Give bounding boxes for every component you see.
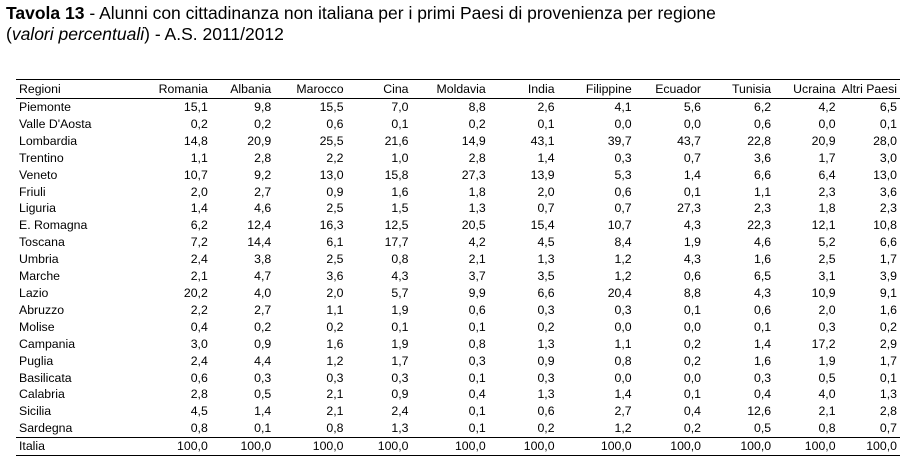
- value-cell: 10,7: [183, 167, 208, 182]
- value-cell: 1,9: [818, 353, 836, 368]
- value-cell: 27,3: [677, 201, 702, 216]
- column-header: Ecuador: [655, 81, 702, 96]
- region-cell: Basilicata: [19, 370, 72, 385]
- region-cell: Sardegna: [19, 421, 73, 436]
- value-cell: 0,3: [614, 302, 632, 317]
- value-cell: 6,6: [879, 235, 897, 250]
- value-cell: 1,4: [683, 167, 702, 182]
- value-cell: 2,0: [326, 285, 344, 300]
- value-cell: 43,1: [530, 133, 555, 148]
- column-header: Filippine: [585, 81, 632, 96]
- subtitle-italic: valori percentuali: [11, 24, 145, 44]
- region-cell: Italia: [19, 439, 45, 454]
- value-cell: 0,7: [614, 201, 632, 216]
- value-cell: 0,6: [683, 269, 702, 284]
- value-cell: 100,0: [177, 439, 208, 454]
- value-cell: 0,6: [754, 116, 772, 131]
- value-cell: 0,3: [391, 370, 409, 385]
- region-cell: Molise: [19, 319, 55, 334]
- value-cell: 12,6: [747, 404, 772, 419]
- value-cell: 0,0: [683, 370, 702, 385]
- value-cell: 100,0: [804, 439, 836, 454]
- value-cell: 20,9: [811, 133, 836, 148]
- value-cell: 9,2: [254, 167, 272, 182]
- value-cell: 0,5: [818, 370, 836, 385]
- value-cell: 1,3: [468, 201, 486, 216]
- value-cell: 2,0: [190, 184, 208, 199]
- value-cell: 1,6: [754, 252, 772, 267]
- value-cell: 1,9: [391, 302, 409, 317]
- value-cell: 0,5: [754, 421, 772, 436]
- value-cell: 4,5: [190, 404, 208, 419]
- value-cell: 0,7: [537, 201, 555, 216]
- value-cell: 4,0: [818, 387, 836, 402]
- value-cell: 12,1: [811, 218, 836, 233]
- value-cell: 8,8: [468, 100, 486, 114]
- value-cell: 4,3: [754, 285, 772, 300]
- value-cell: 1,4: [614, 387, 632, 402]
- value-cell: 2,3: [754, 201, 772, 216]
- value-cell: 0,1: [391, 319, 409, 334]
- value-cell: 100,0: [240, 439, 272, 454]
- value-cell: 0,9: [254, 336, 272, 351]
- value-cell: 15,5: [319, 100, 344, 114]
- value-cell: 10,9: [811, 285, 836, 300]
- value-cell: 100,0: [866, 439, 897, 454]
- value-cell: 10,8: [873, 218, 897, 233]
- value-cell: 0,1: [754, 319, 772, 334]
- table-row: [16, 302, 900, 319]
- column-header: India: [527, 81, 555, 96]
- value-cell: 0,0: [614, 319, 632, 334]
- value-cell: 17,2: [811, 336, 836, 351]
- table-row: [16, 353, 900, 370]
- total-row: [16, 438, 900, 456]
- value-cell: 4,3: [683, 252, 702, 267]
- value-cell: 0,8: [468, 336, 486, 351]
- value-cell: 14,8: [183, 133, 208, 148]
- value-cell: 0,9: [326, 184, 344, 199]
- region-cell: Umbria: [19, 252, 59, 267]
- value-cell: 8,4: [614, 235, 632, 250]
- value-cell: 21,6: [384, 133, 409, 148]
- value-cell: 100,0: [312, 439, 344, 454]
- region-cell: Valle D'Aosta: [19, 116, 92, 131]
- table-row: [16, 184, 900, 201]
- value-cell: 0,2: [683, 353, 702, 368]
- value-cell: 1,3: [537, 336, 555, 351]
- table-row: [16, 167, 900, 184]
- table-row: [16, 386, 900, 403]
- table-row: [16, 200, 900, 217]
- column-header: Ucraina: [793, 81, 836, 96]
- value-cell: 2,1: [190, 269, 208, 284]
- value-cell: 2,5: [326, 201, 344, 216]
- region-cell: Trentino: [19, 150, 64, 165]
- value-cell: 0,7: [879, 421, 897, 436]
- value-cell: 20,4: [607, 285, 632, 300]
- value-cell: 0,0: [683, 319, 702, 334]
- table-row: [16, 403, 900, 420]
- value-cell: 6,2: [190, 218, 208, 233]
- value-cell: 100,0: [523, 439, 555, 454]
- value-cell: 1,6: [879, 302, 897, 317]
- value-cell: 0,9: [391, 387, 409, 402]
- value-cell: 0,0: [818, 116, 836, 131]
- column-header: Altri Paesi: [841, 81, 897, 96]
- value-cell: 15,1: [183, 100, 208, 114]
- table-title: [6, 3, 906, 45]
- value-cell: 1,2: [614, 269, 632, 284]
- value-cell: 0,4: [683, 404, 702, 419]
- value-cell: 0,1: [683, 184, 702, 199]
- value-cell: 0,3: [537, 302, 555, 317]
- value-cell: 3,1: [818, 269, 836, 284]
- value-cell: 2,0: [537, 184, 555, 199]
- value-cell: 2,9: [879, 336, 897, 351]
- value-cell: 1,7: [879, 252, 897, 267]
- value-cell: 6,4: [818, 167, 836, 182]
- column-header: Regioni: [19, 81, 61, 96]
- value-cell: 0,1: [879, 370, 897, 385]
- column-header: Marocco: [296, 81, 344, 96]
- value-cell: 100,0: [377, 439, 409, 454]
- table-row: [16, 319, 900, 336]
- value-cell: 0,2: [683, 421, 702, 436]
- value-cell: 0,6: [326, 116, 344, 131]
- value-cell: 0,1: [468, 421, 486, 436]
- value-cell: 3,6: [754, 150, 772, 165]
- value-cell: 1,4: [537, 150, 555, 165]
- value-cell: 1,8: [468, 184, 486, 199]
- value-cell: 9,1: [879, 285, 897, 300]
- value-cell: 2,3: [818, 184, 836, 199]
- value-cell: 1,5: [391, 201, 409, 216]
- value-cell: 4,4: [254, 353, 272, 368]
- region-cell: Marche: [19, 269, 61, 284]
- value-cell: 3,9: [879, 269, 897, 284]
- value-cell: 0,2: [879, 319, 897, 334]
- value-cell: 0,3: [537, 370, 555, 385]
- value-cell: 0,6: [537, 404, 555, 419]
- value-cell: 2,4: [190, 353, 208, 368]
- value-cell: 1,6: [754, 353, 772, 368]
- value-cell: 2,2: [190, 302, 208, 317]
- value-cell: 3,6: [326, 269, 344, 284]
- value-cell: 1,4: [190, 201, 208, 216]
- value-cell: 43,7: [677, 133, 702, 148]
- region-cell: Calabria: [19, 387, 65, 402]
- value-cell: 0,0: [614, 370, 632, 385]
- table-row: [16, 150, 900, 167]
- value-cell: 5,3: [614, 167, 632, 182]
- value-cell: 6,2: [754, 100, 772, 114]
- region-cell: Lazio: [19, 285, 49, 300]
- value-cell: 0,3: [818, 319, 836, 334]
- value-cell: 1,4: [254, 404, 272, 419]
- value-cell: 1,7: [818, 150, 836, 165]
- value-cell: 1,3: [537, 252, 555, 267]
- value-cell: 3,7: [468, 269, 486, 284]
- value-cell: 0,2: [254, 319, 272, 334]
- value-cell: 2,8: [468, 150, 486, 165]
- value-cell: 0,2: [254, 116, 272, 131]
- table-row: [16, 217, 900, 234]
- value-cell: 0,8: [391, 252, 409, 267]
- value-cell: 0,5: [254, 387, 272, 402]
- value-cell: 100,0: [454, 439, 486, 454]
- value-cell: 0,0: [683, 116, 702, 131]
- value-cell: 1,1: [190, 150, 208, 165]
- value-cell: 3,0: [190, 336, 208, 351]
- value-cell: 0,8: [818, 421, 836, 436]
- value-cell: 0,1: [254, 421, 272, 436]
- value-cell: 0,4: [190, 319, 208, 334]
- value-cell: 7,0: [391, 100, 409, 114]
- value-cell: 0,1: [468, 404, 486, 419]
- value-cell: 13,0: [319, 167, 344, 182]
- value-cell: 0,2: [326, 319, 344, 334]
- value-cell: 4,2: [818, 100, 836, 114]
- column-header: Cina: [383, 81, 409, 96]
- value-cell: 3,5: [537, 269, 555, 284]
- value-cell: 0,9: [537, 353, 555, 368]
- value-cell: 2,8: [879, 404, 897, 419]
- value-cell: 0,3: [326, 370, 344, 385]
- table-row: [16, 336, 900, 353]
- value-cell: 4,1: [614, 100, 632, 114]
- column-header: Albania: [230, 81, 272, 96]
- value-cell: 4,6: [754, 235, 772, 250]
- table-row: [16, 133, 900, 150]
- value-cell: 2,8: [254, 150, 272, 165]
- value-cell: 0,3: [254, 370, 272, 385]
- value-cell: 0,8: [190, 421, 208, 436]
- value-cell: 4,6: [254, 201, 272, 216]
- value-cell: 1,7: [391, 353, 409, 368]
- region-cell: Liguria: [19, 201, 56, 216]
- region-cell: Friuli: [19, 184, 46, 199]
- value-cell: 0,6: [754, 302, 772, 317]
- value-cell: 14,4: [247, 235, 272, 250]
- value-cell: 4,7: [254, 269, 272, 284]
- value-cell: 28,0: [873, 133, 897, 148]
- value-cell: 10,7: [607, 218, 632, 233]
- value-cell: 1,3: [391, 421, 409, 436]
- value-cell: 8,8: [683, 285, 702, 300]
- value-cell: 1,0: [391, 150, 409, 165]
- value-cell: 0,8: [614, 353, 632, 368]
- value-cell: 1,2: [614, 252, 632, 267]
- value-cell: 27,3: [461, 167, 486, 182]
- value-cell: 4,3: [391, 269, 409, 284]
- value-cell: 12,4: [247, 218, 272, 233]
- value-cell: 0,1: [537, 116, 555, 131]
- value-cell: 6,5: [879, 100, 897, 114]
- value-cell: 20,5: [461, 218, 486, 233]
- value-cell: 0,1: [468, 370, 486, 385]
- value-cell: 100,0: [740, 439, 772, 454]
- value-cell: 2,1: [468, 252, 486, 267]
- value-cell: 2,7: [254, 184, 272, 199]
- region-cell: Puglia: [19, 353, 54, 368]
- title-text: Alunni con cittadinanza non italiana per i primi Paesi di provenienza per regione: [99, 3, 716, 23]
- value-cell: 2,0: [818, 302, 836, 317]
- value-cell: 1,4: [754, 336, 772, 351]
- value-cell: 6,5: [754, 269, 772, 284]
- region-cell: Lombardia: [19, 133, 78, 148]
- value-cell: 4,0: [254, 285, 272, 300]
- value-cell: 5,7: [391, 285, 409, 300]
- value-cell: 4,5: [537, 235, 555, 250]
- value-cell: 13,0: [873, 167, 897, 182]
- value-cell: 20,2: [183, 285, 208, 300]
- region-cell: Campania: [19, 336, 76, 351]
- value-cell: 2,8: [190, 387, 208, 402]
- value-cell: 1,9: [391, 336, 409, 351]
- value-cell: 0,2: [190, 116, 208, 131]
- data-table: [16, 79, 900, 456]
- value-cell: 2,1: [326, 404, 344, 419]
- value-cell: 0,7: [683, 150, 702, 165]
- value-cell: 2,3: [879, 201, 897, 216]
- region-cell: Piemonte: [19, 100, 71, 114]
- value-cell: 0,0: [614, 116, 632, 131]
- value-cell: 1,7: [879, 353, 897, 368]
- value-cell: 0,3: [754, 370, 772, 385]
- value-cell: 25,5: [319, 133, 344, 148]
- value-cell: 1,6: [326, 336, 344, 351]
- value-cell: 22,8: [747, 133, 772, 148]
- value-cell: 39,7: [607, 133, 632, 148]
- table-row: [16, 285, 900, 302]
- column-header: Romania: [158, 81, 208, 96]
- value-cell: 0,6: [468, 302, 486, 317]
- table-row: [16, 251, 900, 268]
- subtitle-rest: ) - A.S. 2011/2012: [144, 24, 284, 44]
- value-cell: 22,3: [747, 218, 772, 233]
- value-cell: 1,2: [614, 421, 632, 436]
- value-cell: 1,6: [391, 184, 409, 199]
- value-cell: 6,6: [537, 285, 555, 300]
- region-cell: Sicilia: [19, 404, 52, 419]
- value-cell: 1,1: [614, 336, 632, 351]
- value-cell: 0,2: [683, 336, 702, 351]
- value-cell: 3,8: [254, 252, 272, 267]
- value-cell: 4,3: [683, 218, 702, 233]
- value-cell: 2,1: [326, 387, 344, 402]
- value-cell: 2,4: [391, 404, 409, 419]
- value-cell: 0,1: [468, 319, 486, 334]
- region-cell: Toscana: [19, 235, 65, 250]
- value-cell: 7,2: [190, 235, 208, 250]
- table-row: [16, 234, 900, 251]
- value-cell: 1,8: [818, 201, 836, 216]
- value-cell: 0,3: [468, 353, 486, 368]
- column-header: Tunisia: [731, 81, 772, 96]
- value-cell: 0,6: [614, 184, 632, 199]
- table-number: Tavola 13: [6, 3, 85, 23]
- value-cell: 2,7: [254, 302, 272, 317]
- value-cell: 1,1: [754, 184, 772, 199]
- table-body: [16, 99, 900, 456]
- value-cell: 0,4: [754, 387, 772, 402]
- value-cell: 0,1: [683, 387, 702, 402]
- value-cell: 1,2: [326, 353, 344, 368]
- value-cell: 1,9: [683, 235, 702, 250]
- value-cell: 2,7: [614, 404, 632, 419]
- value-cell: 12,5: [384, 218, 409, 233]
- value-cell: 2,1: [818, 404, 836, 419]
- value-cell: 1,1: [326, 302, 344, 317]
- header-row: [16, 80, 900, 99]
- column-header: Moldavia: [436, 81, 486, 96]
- value-cell: 0,1: [683, 302, 702, 317]
- value-cell: 0,2: [468, 116, 486, 131]
- value-cell: 3,0: [879, 150, 897, 165]
- value-cell: 20,9: [247, 133, 272, 148]
- value-cell: 16,3: [319, 218, 344, 233]
- value-cell: 0,1: [879, 116, 897, 131]
- value-cell: 17,7: [384, 235, 409, 250]
- value-cell: 15,8: [384, 167, 409, 182]
- region-cell: E. Romagna: [19, 218, 88, 233]
- value-cell: 2,4: [190, 252, 208, 267]
- value-cell: 0,1: [391, 116, 409, 131]
- value-cell: 0,3: [614, 150, 632, 165]
- value-cell: 1,3: [879, 387, 897, 402]
- value-cell: 6,6: [754, 167, 772, 182]
- region-cell: Abruzzo: [19, 302, 65, 317]
- region-cell: Veneto: [19, 167, 58, 182]
- table-row: [16, 370, 900, 387]
- value-cell: 2,5: [326, 252, 344, 267]
- title-separator: -: [84, 3, 100, 23]
- value-cell: 9,8: [254, 100, 272, 114]
- table-row: [16, 116, 900, 133]
- table-row: [16, 268, 900, 285]
- value-cell: 0,2: [537, 319, 555, 334]
- value-cell: 9,9: [468, 285, 486, 300]
- value-cell: 2,2: [326, 150, 344, 165]
- value-cell: 100,0: [670, 439, 702, 454]
- value-cell: 0,6: [190, 370, 208, 385]
- value-cell: 5,2: [818, 235, 836, 250]
- value-cell: 1,3: [537, 387, 555, 402]
- value-cell: 0,4: [468, 387, 486, 402]
- value-cell: 2,5: [818, 252, 836, 267]
- table-row: [16, 420, 900, 437]
- value-cell: 13,9: [530, 167, 555, 182]
- value-cell: 6,1: [326, 235, 344, 250]
- value-cell: 5,6: [683, 100, 702, 114]
- value-cell: 100,0: [600, 439, 632, 454]
- value-cell: 4,2: [468, 235, 486, 250]
- value-cell: 0,8: [326, 421, 344, 436]
- value-cell: 0,2: [537, 421, 555, 436]
- value-cell: 3,6: [879, 184, 897, 199]
- value-cell: 14,9: [461, 133, 486, 148]
- value-cell: 15,4: [530, 218, 555, 233]
- value-cell: 2,6: [537, 100, 555, 114]
- title-subtitle: (valori percentuali) - A.S. 2011/2012: [6, 24, 284, 44]
- table-row: [16, 99, 900, 116]
